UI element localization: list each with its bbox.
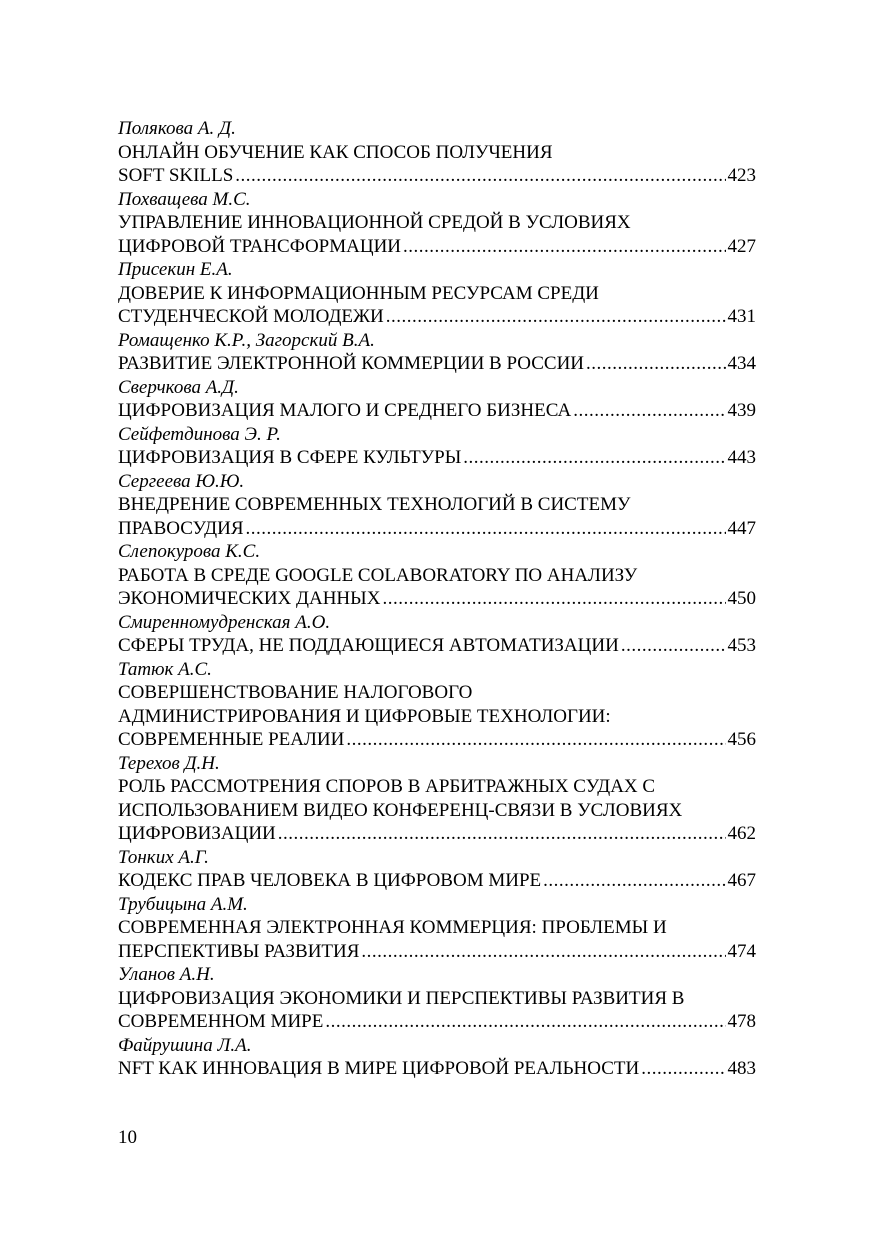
toc-entry-page-number: 427 [727, 235, 756, 257]
toc-entry-page-number: 474 [727, 940, 756, 962]
dot-leader [246, 517, 726, 541]
toc-entry-page-number: 456 [727, 729, 756, 750]
toc-entry [118, 752, 756, 846]
toc-entry-title-line: ИСПОЛЬЗОВАНИЕМ ВИДЕО КОНФЕРЕНЦ-СВЯЗИ В УСЛОВИЯХ [118, 799, 683, 821]
dot-leader [278, 822, 726, 846]
toc-entry-leader-line [118, 164, 756, 188]
toc-entry-author: Татюк А.С. [118, 658, 212, 680]
toc-entry-author: Уланов А.Н. [118, 964, 215, 985]
toc-entry-title: СФЕРЫ ТРУДА, НЕ ПОДДАЮЩИЕСЯ АВТОМАТИЗАЦИИ [118, 635, 619, 656]
dot-leader [543, 869, 725, 893]
toc-entry [118, 893, 756, 964]
toc-entry-leader-line [118, 869, 756, 893]
dot-leader [382, 587, 725, 611]
toc-entry-leader-line [118, 352, 756, 376]
toc-entry-author: Полякова А. Д. [118, 118, 236, 139]
toc-entry-leader-line [118, 517, 756, 541]
toc-entry-author: Файрушина Л.А. [118, 1034, 252, 1056]
toc-entry-page-number: 462 [727, 823, 756, 844]
toc-entry-leader-line [118, 235, 756, 259]
toc-entry-title-line: ОНЛАЙН ОБУЧЕНИЕ КАК СПОСОБ ПОЛУЧЕНИЯ [118, 141, 553, 163]
toc-entry-title-line: УПРАВЛЕНИЕ ИННОВАЦИОННОЙ СРЕДОЙ В УСЛОВИЯХ [118, 212, 631, 233]
toc-entry-leader-line [118, 822, 756, 846]
toc-entry-leader-line [118, 940, 756, 964]
toc-entry [118, 258, 756, 329]
toc-entry-title: NFT КАК ИННОВАЦИЯ В МИРЕ ЦИФРОВОЙ РЕАЛЬНОСТИ [118, 1058, 640, 1079]
toc-entry-author: Ромащенко К.Р., Загорский В.А. [118, 329, 375, 351]
toc-entry-title-line: ВНЕДРЕНИЕ СОВРЕМЕННЫХ ТЕХНОЛОГИЙ В СИСТЕМУ [118, 494, 631, 515]
toc-entry [118, 376, 756, 423]
toc-entry [118, 846, 756, 893]
toc-entry-author: Тонких А.Г. [118, 846, 209, 868]
toc-entry-author: Присекин Е.А. [118, 259, 233, 280]
toc-entry-author: Слепокурова К.С. [118, 541, 261, 562]
toc-entry [118, 611, 756, 658]
toc-entry-leader-line [118, 728, 756, 752]
dot-leader [621, 634, 726, 658]
toc-entry [118, 117, 756, 188]
toc-entry-page-number: 478 [727, 1011, 756, 1032]
toc-entry [118, 658, 756, 752]
toc-entry-leader-line [118, 587, 756, 611]
dot-leader [235, 164, 725, 188]
toc-entry-title: ЭКОНОМИЧЕСКИХ ДАННЫХ [118, 588, 381, 609]
toc-entry-author: Сверчкова А.Д. [118, 376, 239, 398]
toc-entry-page-number: 467 [727, 870, 756, 891]
toc-entry-page-number: 450 [727, 588, 756, 609]
toc-entry-title: СТУДЕНЧЕСКОЙ МОЛОДЕЖИ [118, 306, 384, 327]
dot-leader [346, 728, 725, 752]
toc-entry [118, 1034, 756, 1081]
toc-entry-author: Смиренномудренская А.О. [118, 611, 331, 633]
toc-entry-page-number: 423 [727, 165, 756, 186]
toc-entry-page-number: 443 [727, 447, 756, 468]
dot-leader [361, 940, 725, 964]
toc-entry [118, 963, 756, 1034]
toc-entry-page-number: 447 [727, 517, 756, 539]
toc-entry-title-line: ДОВЕРИЕ К ИНФОРМАЦИОННЫМ РЕСУРСАМ СРЕДИ [118, 282, 599, 304]
toc-entry-title: КОДЕКС ПРАВ ЧЕЛОВЕКА В ЦИФРОВОМ МИРЕ [118, 870, 542, 891]
toc-entry [118, 329, 756, 376]
toc-entry-title-line: РОЛЬ РАССМОТРЕНИЯ СПОРОВ В АРБИТРАЖНЫХ СУДАХ С [118, 776, 656, 797]
toc-entry-title-line: АДМИНИСТРИРОВАНИЯ И ЦИФРОВЫЕ ТЕХНОЛОГИИ: [118, 705, 611, 727]
page-number: 10 [118, 1127, 137, 1148]
toc-entry [118, 188, 756, 259]
table-of-contents [118, 117, 756, 1081]
dot-leader [641, 1057, 725, 1081]
toc-entry-author: Сейфетдинова Э. Р. [118, 423, 281, 445]
toc-entry-title: СОВРЕМЕННЫЕ РЕАЛИИ [118, 729, 345, 750]
dot-leader [386, 305, 726, 329]
toc-entry-author: Трубицына А.М. [118, 893, 248, 915]
toc-entry-title: ПРАВОСУДИЯ [118, 517, 244, 539]
toc-entry-page-number: 431 [727, 306, 756, 327]
toc-entry-title-line: СОВРЕМЕННАЯ ЭЛЕКТРОННАЯ КОММЕРЦИЯ: ПРОБЛЕМЫ И [118, 917, 667, 938]
dot-leader [325, 1010, 725, 1034]
toc-entry-leader-line [118, 399, 756, 423]
toc-entry-title-line: РАБОТА В СРЕДЕ GOOGLE COLABORATORY ПО АНАЛИЗУ [118, 564, 638, 586]
toc-entry-leader-line [118, 1010, 756, 1034]
toc-entry-leader-line [118, 1057, 756, 1081]
toc-entry-title: СОВРЕМЕННОМ МИРЕ [118, 1011, 324, 1032]
toc-entry-title: ЦИФРОВОЙ ТРАНСФОРМАЦИИ [118, 235, 402, 257]
toc-entry-title: ЦИФРОВИЗАЦИЯ МАЛОГО И СРЕДНЕГО БИЗНЕСА [118, 400, 572, 421]
toc-entry-title: ЦИФРОВИЗАЦИИ [118, 823, 276, 844]
toc-entry-title: ПЕРСПЕКТИВЫ РАЗВИТИЯ [118, 940, 360, 962]
toc-entry-leader-line [118, 446, 756, 470]
dot-leader [586, 352, 725, 376]
toc-entry-page-number: 439 [727, 400, 756, 421]
dot-leader [573, 399, 725, 423]
toc-entry-title-line: ЦИФРОВИЗАЦИЯ ЭКОНОМИКИ И ПЕРСПЕКТИВЫ РАЗВИТИЯ В [118, 987, 685, 1009]
toc-entry-leader-line [118, 305, 756, 329]
toc-entry [118, 470, 756, 541]
dot-leader [403, 235, 725, 259]
toc-entry-author: Терехов Д.Н. [118, 752, 220, 774]
toc-entry [118, 540, 756, 611]
toc-entry-title: РАЗВИТИЕ ЭЛЕКТРОННОЙ КОММЕРЦИИ В РОССИИ [118, 353, 585, 374]
toc-entry-title-line: СОВЕРШЕНСТВОВАНИЕ НАЛОГОВОГО [118, 682, 473, 703]
toc-entry [118, 423, 756, 470]
toc-entry-title: SOFT SKILLS [118, 165, 234, 186]
toc-entry-page-number: 483 [727, 1058, 756, 1079]
toc-entry-page-number: 453 [727, 635, 756, 656]
toc-entry-author: Сергеева Ю.Ю. [118, 470, 245, 492]
toc-entry-author: Похващева М.С. [118, 188, 251, 210]
toc-entry-page-number: 434 [727, 353, 756, 374]
toc-entry-title: ЦИФРОВИЗАЦИЯ В СФЕРЕ КУЛЬТУРЫ [118, 447, 462, 468]
toc-entry-leader-line [118, 634, 756, 658]
dot-leader [463, 446, 725, 470]
